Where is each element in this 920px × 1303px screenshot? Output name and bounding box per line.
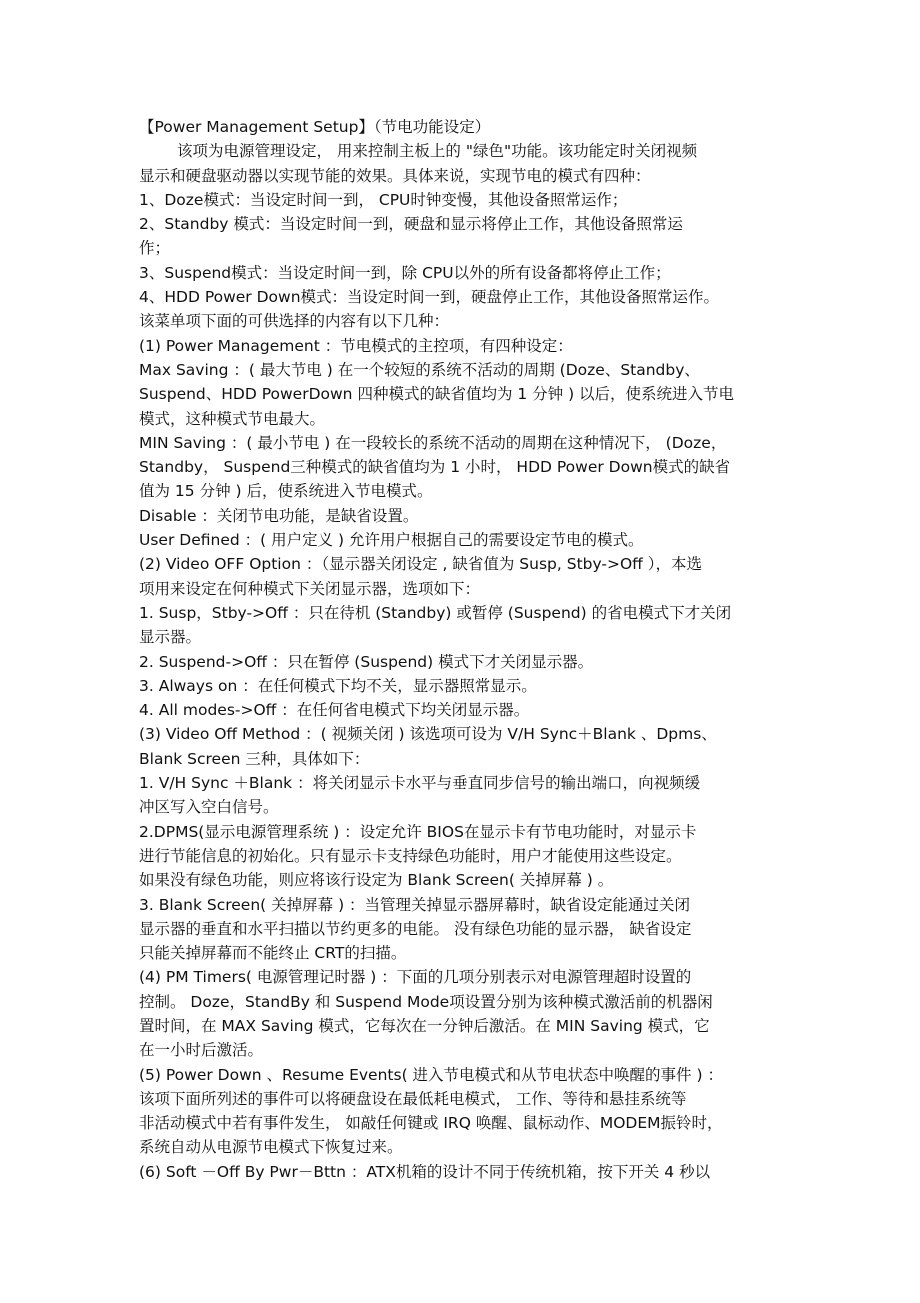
text-line: 项用来设定在何种模式下关闭显示器，选项如下： bbox=[139, 579, 481, 598]
text-line: (3) Video Off Method ：( 视频关闭 ) 该选项可设为 V/H Sync＋Blank 、Dpms、 bbox=[139, 725, 717, 744]
text-line: 冲区写入空白信号。 bbox=[139, 798, 279, 817]
text-line: 3. Blank Screen( 关掉屏幕 ) ：当管理关掉显示器屏幕时，缺省设定能通过关闭 bbox=[139, 895, 691, 914]
text-line: 该菜单项下面的可供选择的内容有以下几种： bbox=[139, 312, 450, 331]
text-line: Suspend、HDD PowerDown 四种模式的缺省值均为 1 分钟 ) 以后，使系统进入节电 bbox=[139, 385, 735, 404]
text-line: (4) PM Timers( 电源管理记时器 ) ：下面的几项分别表示对电源管理超时设置的 bbox=[139, 968, 692, 987]
document-body bbox=[139, 115, 784, 1184]
text-line: MIN Saving ：( 最小节电 ) 在一段较长的系统不活动的周期在这种情况下， (Doze， bbox=[139, 433, 727, 452]
text-line: 2、Standby 模式：当设定时间一到，硬盘和显示将停止工作，其他设备照常运 bbox=[139, 215, 683, 234]
text-line: 如果没有绿色功能，则应将该行设定为 Blank Screen( 关掉屏幕 ) 。 bbox=[139, 871, 614, 890]
text-line: (2) Video OFF Option ：（显示器关闭设定 , 缺省值为 Susp, Stby->Off ），本选 bbox=[139, 555, 703, 574]
text-line: 置时间，在 MAX Saving 模式，它每次在一分钟后激活。在 MIN Saving 模式，它 bbox=[139, 1016, 710, 1035]
text-line: 只能关掉屏幕而不能终止 CRT的扫描。 bbox=[139, 944, 407, 963]
text-line: Disable ：关闭节电功能，是缺省设置。 bbox=[139, 506, 419, 525]
text-line: 2. Suspend->Off ：只在暂停 (Suspend) 模式下才关闭显示器。 bbox=[139, 652, 594, 671]
text-line: 控制。 Doze，StandBy 和 Suspend Mode项设置分别为该种模式激活前的机器闲 bbox=[139, 992, 713, 1011]
section-title: 【Power Management Setup】（节电功能设定） bbox=[139, 118, 491, 136]
text-line: 该项为电源管理设定， 用来控制主板上的 "绿色"功能。该功能定时关闭视频 bbox=[177, 142, 698, 161]
text-line: 2.DPMS(显示电源管理系统 ) ：设定允许 BIOS在显示卡有节电功能时，对显示卡 bbox=[139, 822, 697, 841]
text-line: 显示和硬盘驱动器以实现节能的效果。具体来说，实现节电的模式有四种： bbox=[139, 166, 651, 185]
text-line: 该项下面所列述的事件可以将硬盘设在最低耗电模式， 工作、等待和悬挂系统等 bbox=[139, 1089, 687, 1108]
text-line: 显示器的垂直和水平扫描以节约更多的电能。 没有绿色功能的显示器， 缺省设定 bbox=[139, 919, 692, 938]
text-line: 3. Always on ：在任何模式下均不关，显示器照常显示。 bbox=[139, 676, 537, 695]
text-line: 显示器。 bbox=[139, 628, 202, 647]
text-line: 在一小时后激活。 bbox=[139, 1041, 264, 1060]
text-line: (5) Power Down 、Resume Events( 进入节电模式和从节电状态中唤醒的事件 ) ： bbox=[139, 1065, 723, 1084]
text-line: 非活动模式中若有事件发生， 如敲任何键或 IRQ 唤醒、鼠标动作、MODEM振铃时， bbox=[139, 1114, 723, 1133]
text-line: 1、Doze模式：当设定时间一到， CPU时钟变慢，其他设备照常运作； bbox=[139, 190, 628, 209]
text-line: (1) Power Management ：节电模式的主控项，有四种设定： bbox=[139, 336, 573, 355]
text-line: Standby， Suspend三种模式的缺省值均为 1 小时， HDD Power Down模式的缺省 bbox=[139, 458, 731, 477]
text-line: User Defined ：( 用户定义 ) 允许用户根据自己的需要设定节电的模式。 bbox=[139, 531, 644, 550]
text-line: 3、Suspend模式：当设定时间一到，除 CPU以外的所有设备都将停止工作； bbox=[139, 263, 671, 282]
text-line: 1. Susp，Stby->Off ：只在待机 (Standby) 或暂停 (Suspend) 的省电模式下才关闭 bbox=[139, 603, 732, 622]
text-line: 模式，这种模式节电最大。 bbox=[139, 409, 326, 428]
text-line: 4. All modes->Off ：在任何省电模式下均关闭显示器。 bbox=[139, 701, 530, 720]
text-line: (6) Soft －Off By Pwr－Bttn ：ATX机箱的设计不同于传统机箱，按下开关 4 秒以 bbox=[139, 1162, 711, 1181]
text-line: 进行节能信息的初始化。只有显示卡支持绿色功能时，用户才能使用这些设定。 bbox=[139, 846, 682, 865]
text-line: 4、HDD Power Down模式：当设定时间一到，硬盘停止工作，其他设备照常运作。 bbox=[139, 288, 720, 307]
text-line: 系统自动从电源节电模式下恢复过来。 bbox=[139, 1138, 403, 1157]
text-line: 值为 15 分钟 ) 后，使系统进入节电模式。 bbox=[139, 482, 433, 501]
text-line: 作； bbox=[139, 239, 171, 258]
text-line: Max Saving ：( 最大节电 ) 在一个较短的系统不活动的周期 (Doze、Standby、 bbox=[139, 360, 700, 379]
text-line: Blank Screen 三种，具体如下： bbox=[139, 749, 370, 768]
text-line: 1. V/H Sync ＋Blank ：将关闭显示卡水平与垂直同步信号的输出端口，向视频缓 bbox=[139, 774, 701, 793]
